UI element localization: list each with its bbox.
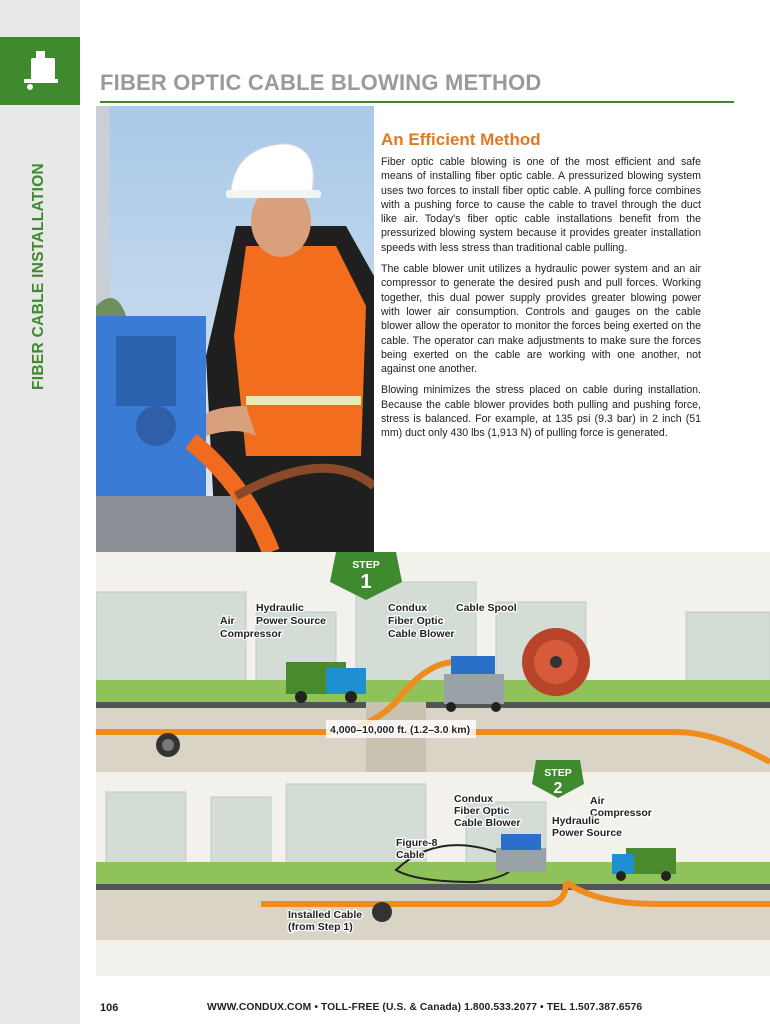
step1-grass	[96, 680, 770, 702]
installation-diagram	[96, 552, 770, 976]
article-body	[381, 155, 701, 448]
paragraph: Fiber optic cable blowing is one of the most efficient and safe means of installing fiber optic cable. A pressurized blowing system uses two forces to install fiber optic cable. A pulling force combines with a pushing force to cause the cable to travel through the duct like air. Today's fiber optic cable installations benefit from the pressurized blowing system because it provides greater installation speeds with less stress than traditional cable pulling.	[381, 156, 701, 254]
cable-spool	[522, 628, 590, 696]
paragraph: The cable blower unit utilizes a hydraulic power system and an air compressor to generate the desired push and pull forces. Working together, this dual power supply provides greater blowing power with lower air consumption. Controls and gauges on the cable blower allow the operator to monitor the forces being exerted on the cable. The operator can make adjustments to make sure the forces being exerted on the cable are working with one another, not against one another.	[381, 263, 701, 376]
label-air: Air	[220, 615, 235, 627]
label-blower: Fiber Optic	[388, 615, 444, 627]
sidebar-strip	[0, 0, 80, 1024]
footer-contact: WWW.CONDUX.COM • TOLL-FREE (U.S. & Canada) 1.800.533.2077 • TEL 1.507.387.6576	[207, 1002, 643, 1013]
label-spool: Cable Spool	[456, 602, 517, 614]
cable-blower-1	[444, 656, 504, 712]
title-rule	[100, 101, 734, 103]
label-figure8: Cable	[396, 849, 425, 861]
label-blower: Cable Blower	[454, 817, 521, 829]
cable-blower-2	[496, 834, 546, 872]
page-number: 106	[100, 1002, 119, 1014]
label-installed: (from Step 1)	[288, 921, 353, 933]
label-blower: Fiber Optic	[454, 805, 510, 817]
label-blower: Cable Blower	[388, 628, 455, 640]
label-hydraulic: Power Source	[256, 615, 327, 627]
paragraph: Blowing minimizes the stress placed on cable during installation. Because the cable blower provides both pulling and pushing force, stress is balanced. For example, at 135 psi (9.3 bar) in 2 inch (51 mm) duct only 430 lbs (1,913 N) of pulling force is generated.	[381, 384, 701, 440]
step1-number: 1	[360, 571, 372, 593]
section-badge	[0, 37, 80, 105]
distance-label: 4,000–10,000 ft. (1.2–3.0 km)	[330, 724, 471, 736]
label-installed: Installed Cable	[288, 909, 363, 921]
label-blower: Condux	[454, 793, 494, 805]
step2-ground	[96, 884, 770, 940]
label-hydraulic: Power Source	[552, 827, 623, 839]
label-air: Compressor	[220, 628, 282, 640]
label-air: Compressor	[590, 807, 652, 819]
machine-icon	[0, 37, 80, 105]
label-air: Air	[590, 795, 605, 807]
worker-photo	[96, 106, 374, 552]
step2-number: 2	[553, 780, 563, 797]
label-blower: Condux	[388, 602, 428, 614]
step1-word: STEP	[352, 559, 380, 571]
page-title: FIBER OPTIC CABLE BLOWING METHOD	[100, 70, 542, 95]
step2-word: STEP	[544, 767, 572, 779]
label-figure8: Figure-8	[396, 837, 438, 849]
label-hydraulic: Hydraulic	[256, 602, 304, 614]
label-hydraulic: Hydraulic	[552, 815, 600, 827]
section-heading: An Efficient Method	[381, 130, 541, 149]
section-label: FIBER CABLE INSTALLATION	[30, 162, 47, 390]
